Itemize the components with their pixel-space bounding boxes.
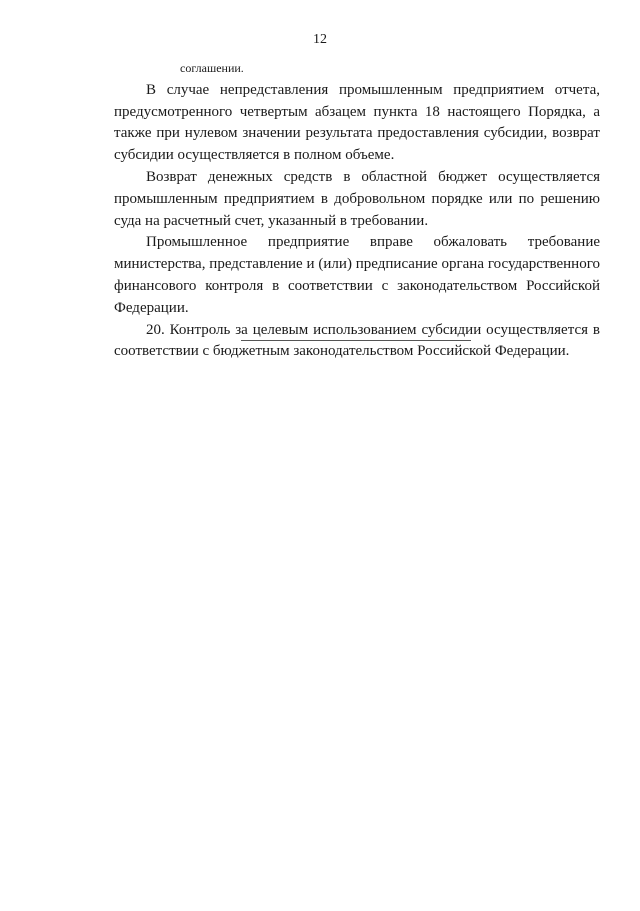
end-of-document-rule: [241, 340, 471, 341]
page-number: 12: [313, 32, 327, 47]
paragraph-appeal-right: Промышленное предприятие вправе обжаловать требование министерства, представление и (или) предписание органа государственного финансового контроля в соответствии с законодательством Российской Федерации.: [114, 234, 600, 316]
paragraph-item-20-control: 20. Контроль за целевым использованием субсидии осуществляется в соответствии с бюджетным законодательством Российской Федерации.: [114, 321, 600, 360]
paragraph-funds-return: Возврат денежных средств в областной бюджет осуществляется промышленным предприятием в добровольном порядке или по решению суда на расчетный счет, указанный в требовании.: [114, 168, 600, 229]
paragraph-nonsubmission-report: В случае непредставления промышленным предприятием отчета, предусмотренного четвертым абзацем пункта 18 настоящего Порядка, а также при нулевом значении результата предоставления субсидии, возврат субсидии осуществляется в полном объеме.: [114, 81, 600, 164]
paragraph-continuation: соглашении.: [180, 61, 244, 75]
document-body: [114, 58, 600, 363]
